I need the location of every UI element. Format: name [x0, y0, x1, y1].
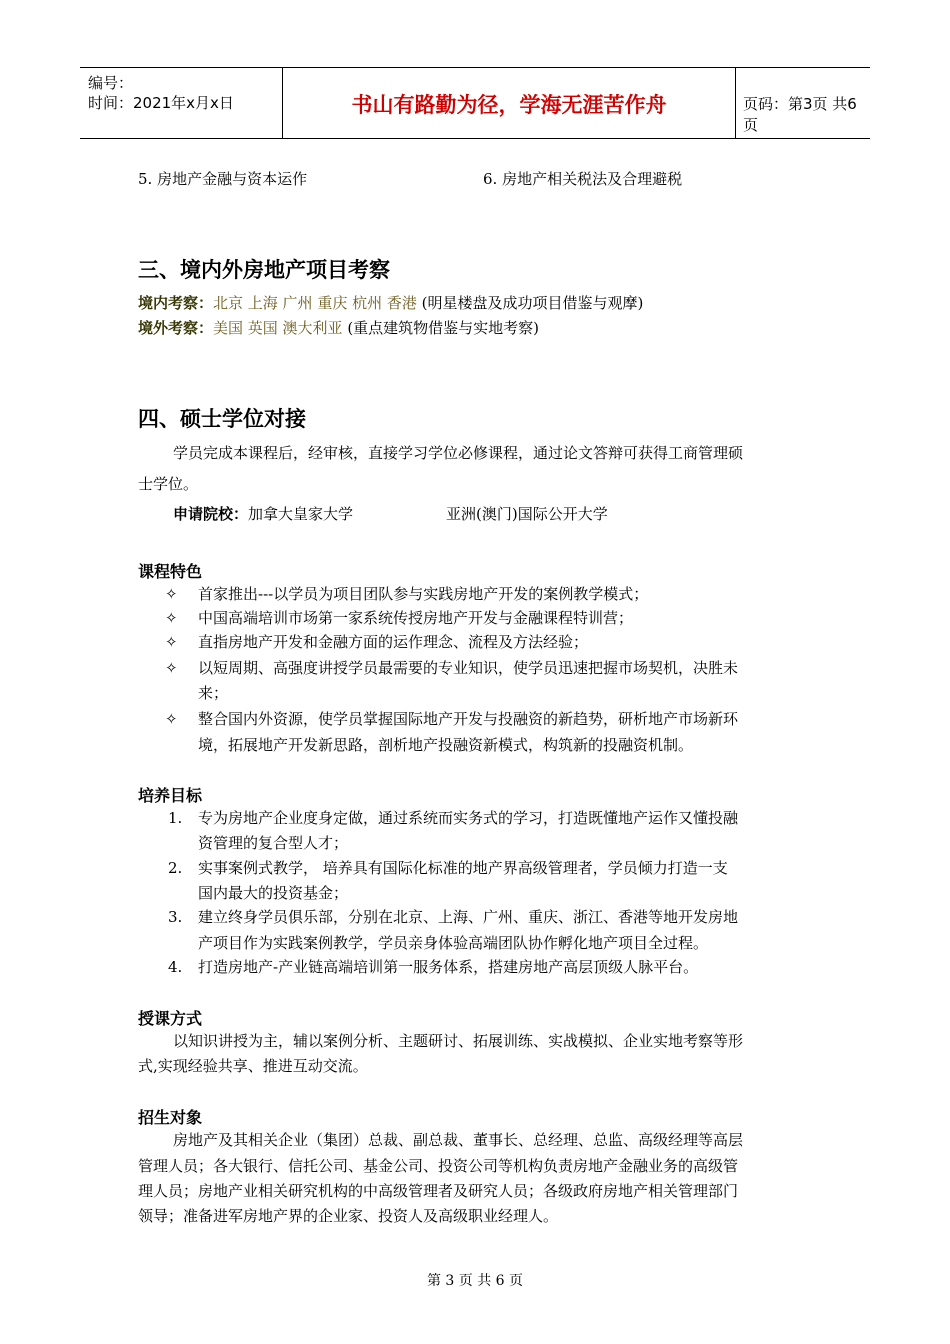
teaching-title: 授课方式	[138, 1009, 203, 1028]
enrollment-title: 招生对象	[138, 1108, 203, 1127]
feature-item-2: 中国高端培训市场第一家系统传授房地产开发与金融课程特训营；	[198, 609, 634, 627]
header-motto-cell	[282, 68, 736, 138]
header-page-info: 页码：第3页 共6页	[743, 95, 857, 134]
degree-paragraph-line2: 士学位。	[138, 475, 199, 493]
overseas-countries: 美国 英国 澳大利亚	[213, 319, 348, 337]
apply-label: 申请院校：	[173, 505, 249, 523]
teaching-line2: 式,实现经验共享、推进互动交流。	[138, 1057, 368, 1075]
degree-paragraph-line1: 学员完成本课程后，经审核，直接学习学位必修课程，通过论文答辩可获得工商管理硕	[173, 444, 744, 462]
features-title: 课程特色	[138, 562, 203, 581]
header-left-cell	[80, 68, 282, 138]
feature-item-1: 首家推出---以学员为项目团队参与实践房地产开发的案例教学模式；	[198, 585, 649, 603]
enrollment-line2: 管理人员；各大银行、信托公司、基金公司、投资公司等机构负责房地产金融业务的高级管	[138, 1157, 739, 1175]
school-2: 亚洲(澳门)国际公开大学	[446, 505, 608, 523]
topic-item-6: 6. 房地产相关税法及合理避税	[483, 170, 683, 188]
feature-item-5-line1: 整合国内外资源，使学员掌握国际地产开发与投融资的新趋势，研析地产市场新环	[198, 710, 739, 728]
goal-item-3-line1: 建立终身学员俱乐部，分别在北京、上海、广州、重庆、浙江、香港等地开发房地	[198, 908, 739, 926]
goals-title: 培养目标	[138, 786, 203, 805]
enrollment-line1: 房地产及其相关企业（集团）总裁、副总裁、董事长、总经理、总监、高级经理等高层	[173, 1131, 744, 1149]
overseas-label: 境外考察：	[138, 319, 214, 337]
goal-number: 4.	[168, 958, 183, 976]
header-motto: 书山有路勤为径，学海无涯苦作舟	[351, 93, 667, 117]
feature-item-3: 直指房地产开发和金融方面的运作理念、流程及方法经验；	[198, 633, 589, 651]
feature-bullet-icon: ✧	[165, 609, 178, 627]
feature-item-5-line2: 境，拓展地产开发新思路，剖析地产投融资新模式，构筑新的投融资机制。	[198, 736, 694, 754]
domestic-note: (明星楼盘及成功项目借鉴与观摩)	[421, 294, 644, 312]
domestic-label: 境内考察：	[138, 294, 214, 312]
feature-item-4-line2: 来；	[198, 684, 229, 702]
topic-item-5: 5. 房地产金融与资本运作	[138, 170, 308, 188]
goal-number: 3.	[168, 908, 183, 926]
goal-number: 2.	[168, 859, 183, 877]
page-header	[80, 67, 870, 139]
apply-schools-line	[173, 505, 353, 523]
header-right-cell	[735, 68, 870, 138]
feature-bullet-icon: ✧	[165, 710, 178, 728]
section4-title: 四、硕士学位对接	[138, 407, 306, 431]
enrollment-line3: 理人员；房地产业相关研究机构的中高级管理者及研究人员；各级政府房地产相关管理部门	[138, 1182, 739, 1200]
section3-title: 三、境内外房地产项目考察	[138, 258, 390, 282]
feature-item-4-line1: 以短周期、高强度讲授学员最需要的专业知识，使学员迅速把握市场契机，决胜未	[198, 659, 739, 677]
page-footer: 第 3 页 共 6 页	[426, 1273, 524, 1289]
domestic-cities: 北京 上海 广州 重庆 杭州 香港	[213, 294, 422, 312]
goal-item-2-line1: 实事案例式教学， 培养具有国际化标准的地产界高级管理者，学员倾力打造一支	[198, 859, 728, 877]
feature-bullet-icon: ✧	[165, 585, 178, 603]
goal-item-1-line2: 资管理的复合型人才；	[198, 834, 349, 852]
school-1: 加拿大皇家大学	[248, 505, 354, 523]
goal-item-4-line1: 打造房地产-产业链高端培训第一服务体系，搭建房地产高层顶级人脉平台。	[198, 958, 699, 976]
overseas-note: (重点建筑物借鉴与实地考察)	[347, 319, 540, 337]
overseas-visit-line	[138, 319, 539, 337]
domestic-visit-line	[138, 294, 643, 312]
goal-item-2-line2: 国内最大的投资基金；	[198, 884, 349, 902]
number-label: 编号：	[88, 74, 134, 92]
feature-bullet-icon: ✧	[165, 659, 178, 677]
goal-number: 1.	[168, 809, 183, 827]
feature-bullet-icon: ✧	[165, 633, 178, 651]
goal-item-3-line2: 产项目作为实践案例教学，学员亲身体验高端团队协作孵化地产项目全过程。	[198, 934, 709, 952]
enrollment-line4: 领导；准备进军房地产界的企业家、投资人及高级职业经理人。	[138, 1207, 559, 1225]
time-label: 时间：2021年x月x日	[88, 94, 234, 112]
goal-item-1-line1: 专为房地产企业度身定做，通过系统而实务式的学习，打造既懂地产运作又懂投融	[198, 809, 739, 827]
teaching-line1: 以知识讲授为主，辅以案例分析、主题研讨、拓展训练、实战模拟、企业实地考察等形	[173, 1032, 744, 1050]
